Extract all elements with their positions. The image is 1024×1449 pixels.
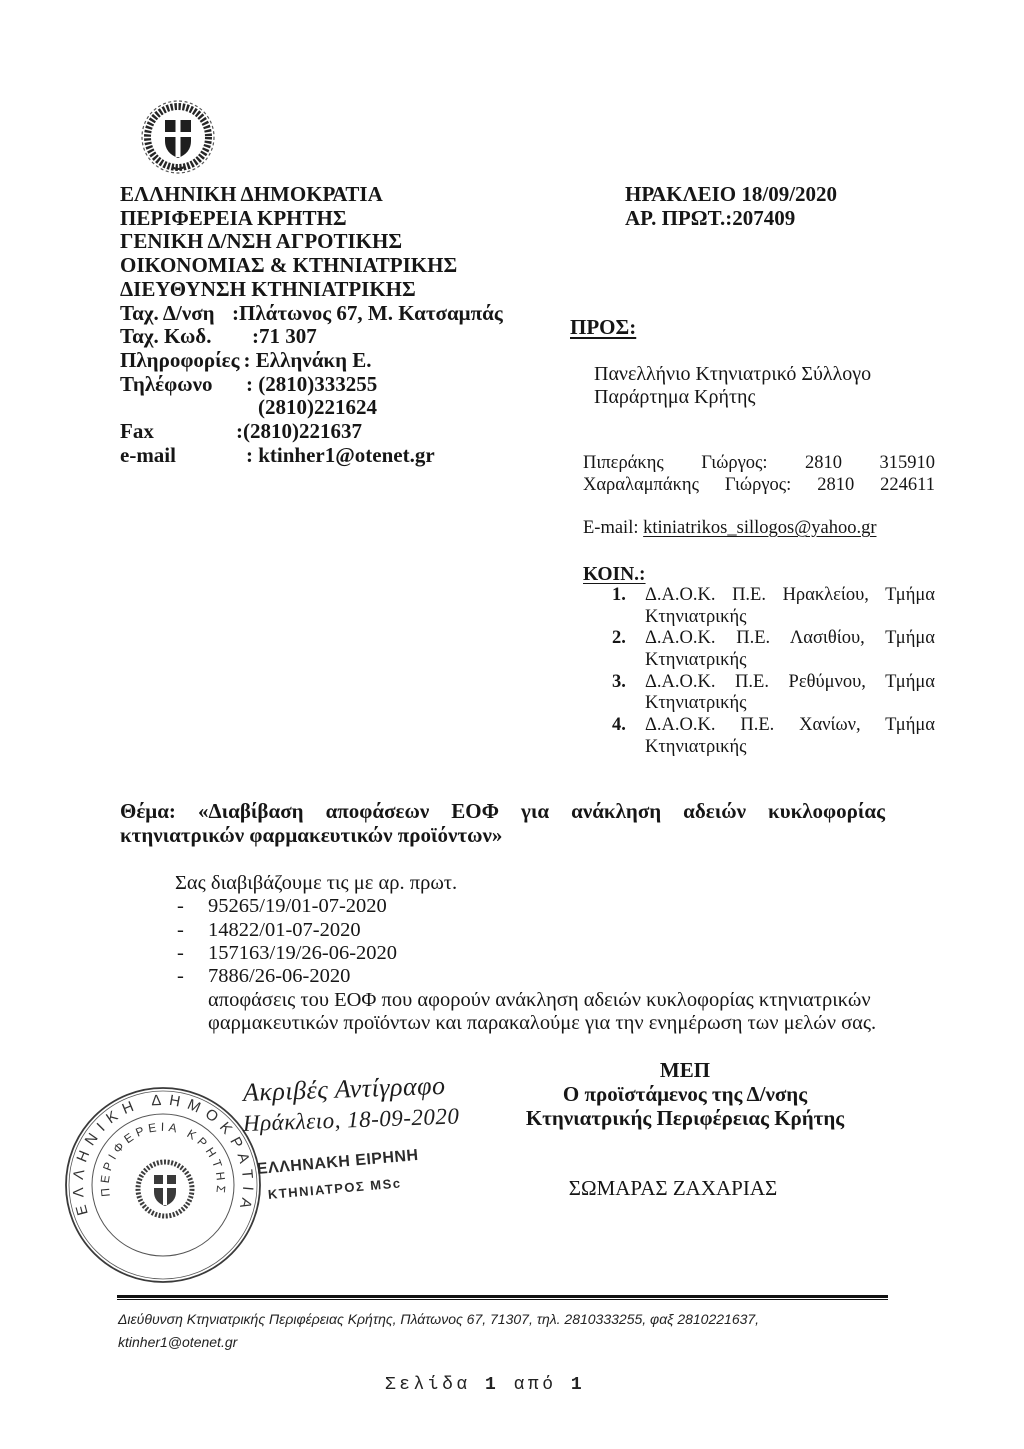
signature-title-block — [485, 1058, 885, 1130]
subject-block — [120, 799, 885, 847]
bullet-dash: - — [177, 918, 184, 941]
signature-abbr: ΜΕΠ — [659, 1058, 711, 1082]
recipient-block — [594, 363, 871, 409]
body-closing — [208, 989, 876, 1036]
bullet-dash: - — [177, 941, 184, 964]
cc-item-line: Δ.Α.Ο.Κ. Π.Ε. Λασιθίου, Τμήμα — [645, 628, 935, 649]
date-protocol-block — [625, 183, 837, 230]
recipient-contacts — [583, 452, 935, 496]
handwritten-certification: Ακριβές Αντίγραφο — [242, 1070, 446, 1107]
place-date: ΗΡΑΚΛΕΙΟ 18/09/2020 — [625, 182, 838, 206]
contact-label: Ταχ. Κωδ. — [120, 324, 212, 349]
cc-item — [612, 715, 942, 758]
page-current: 1 — [484, 1375, 500, 1395]
seal-outer-text: ΕΛΛΗΝΙΚΗ ΔΗΜΟΚΡΑΤΙΑ — [69, 1091, 257, 1218]
contact-label: Fax — [120, 419, 154, 444]
protocol-number: ΑΡ. ΠΡΩΤ.:207409 — [625, 205, 796, 230]
page-total: 1 — [570, 1375, 586, 1395]
page-indicator — [285, 1374, 685, 1396]
org-line-region: ΠΕΡΙΦΕΡΕΙΑ ΚΡΗΤΗΣ — [120, 205, 347, 230]
reference-item — [175, 965, 575, 988]
contact-value: :(2810)221637 — [236, 419, 362, 444]
contact-row-postcode — [120, 325, 503, 349]
official-seal — [57, 1079, 269, 1291]
cc-item-line: Δ.Α.Ο.Κ. Π.Ε. Ρεθύμνου, Τμήμα — [645, 671, 935, 692]
contact-value: : Ελληνάκη Ε. — [243, 347, 372, 372]
contact-row-fax — [120, 420, 503, 444]
contact-value: : (2810)333255 — [246, 371, 378, 396]
contact-row-address — [120, 302, 503, 326]
subject-label: Θέμα: — [120, 799, 176, 823]
contact-value: :Πλάτωνος 67, Μ. Κατσαμπάς — [232, 300, 503, 325]
contact-value: (2810)221624 — [258, 395, 377, 420]
footer-email: ktinher1@otenet.gr — [118, 1334, 238, 1350]
page-label: Σελίδα — [384, 1375, 471, 1395]
reference-item — [175, 919, 575, 942]
reference-number: 95265/19/01-07-2020 — [208, 895, 387, 918]
contact-label: Ταχ. Δ/νση — [120, 300, 215, 325]
cc-item — [612, 628, 942, 671]
contact-value: : ktinher1@otenet.gr — [246, 442, 435, 467]
title-stamp-line: ΚΤΗΝΙΑΤΡΟΣ MSc — [267, 1175, 403, 1202]
reference-list — [175, 895, 575, 988]
signature-title-line: Ο προϊστάμενος της Δ/νσης — [562, 1082, 808, 1106]
reference-item — [175, 942, 575, 965]
contact-row-email — [120, 444, 503, 468]
cc-item-line: Δ.Α.Ο.Κ. Π.Ε. Ηρακλείου, Τμήμα — [645, 585, 935, 605]
cc-item-line: Κτηνιατρικής — [645, 650, 747, 671]
subject-line — [120, 799, 885, 823]
subject-text: «Διαβίβαση αποφάσεων ΕΟΦ για ανάκληση αδειών κυκλοφορίας — [197, 799, 885, 823]
recipient-contact-line: Πιπεράκης Γιώργος: 2810 315910 — [583, 453, 935, 473]
signature-title-line: Κτηνιατρικής Περιφέρειας Κρήτης — [525, 1106, 845, 1130]
reference-number: 7886/26-06-2020 — [208, 965, 351, 988]
reference-item — [175, 895, 575, 918]
cc-item-number: 1. — [612, 585, 626, 605]
recipient-email: ktiniatrikos_sillogos@yahoo.gr — [643, 518, 877, 538]
subject-text-cont: κτηνιατρικών φαρμακευτικών προϊόντων» — [120, 823, 503, 847]
contact-label: Τηλέφωνο — [120, 371, 213, 396]
cc-item — [612, 672, 942, 715]
signatory-name: ΣΩΜΑΡΑΣ ΖΑΧΑΡΙΑΣ — [568, 1176, 778, 1200]
recipient-name: Πανελλήνιο Κτηνιατρικό Σύλλογο — [594, 363, 872, 385]
org-line-general-directorate: ΓΕΝΙΚΗ Δ/ΝΣΗ ΑΓΡΟΤΙΚΗΣ — [120, 229, 403, 254]
recipient-heading: ΠΡΟΣ: — [570, 315, 637, 339]
footer-address — [118, 1308, 759, 1354]
recipient-branch: Παράρτημα Κρήτης — [594, 386, 756, 408]
page-separator: από — [513, 1375, 557, 1395]
body-closing-line: αποφάσεις του ΕΟΦ που αφορούν ανάκληση αδειών κυκλοφορίας κτηνιατρικών — [208, 988, 871, 1011]
body-intro: Σας διαβιβάζουμε τις με αρ. πρωτ. — [175, 872, 458, 894]
cc-list — [612, 585, 942, 759]
recipient-contact-line: Χαραλαμπάκης Γιώργος: 2810 224611 — [583, 475, 935, 495]
contact-value: :71 307 — [252, 324, 317, 349]
handwritten-date: Ηράκλειο, 18-09-2020 — [242, 1103, 460, 1136]
bullet-dash: - — [177, 895, 184, 918]
contact-label: Πληροφορίες — [120, 347, 240, 372]
contact-row-phone — [120, 373, 503, 397]
footer-divider — [117, 1295, 888, 1300]
recipient-email-line — [583, 517, 876, 539]
name-stamp-line: ΕΛΛΗΝΑΚΗ ΕΙΡΗΝΗ — [256, 1146, 420, 1178]
org-line-general-directorate-cont: ΟΙΚΟΝΟΜΙΑΣ & ΚΤΗΝΙΑΤΡΙΚΗΣ — [120, 253, 458, 278]
seal-coat-of-arms-icon — [138, 1162, 192, 1216]
reference-number: 14822/01-07-2020 — [208, 918, 361, 941]
cc-heading: ΚΟΙΝ.: — [583, 564, 646, 585]
cc-item-line: Κτηνιατρικής — [645, 693, 747, 714]
recipient-email-label: E-mail: — [583, 518, 639, 538]
body-closing-line: φαρμακευτικών προϊόντων και παρακαλούμε για την ενημέρωση των μελών σας. — [208, 1011, 877, 1034]
cc-item-line: Κτηνιατρικής — [645, 736, 747, 757]
contact-row-phone-2 — [120, 396, 503, 420]
org-line-country: ΕΛΛΗΝΙΚΗ ΔΗΜΟΚΡΑΤΙΑ — [120, 182, 383, 206]
contact-row-info — [120, 349, 503, 373]
contact-label: e-mail — [120, 442, 176, 467]
seal-inner-text: ΠΕΡΙΦΕΡΕΙΑ ΚΡΗΤΗΣ — [97, 1119, 229, 1198]
cc-item-line: Κτηνιατρικής — [645, 606, 747, 627]
cc-item — [612, 585, 942, 628]
coat-of-arms-icon — [138, 97, 218, 177]
org-line-directorate: ΔΙΕΥΘΥΝΣΗ ΚΤΗΝΙΑΤΡΙΚΗΣ — [120, 276, 416, 301]
bullet-dash: - — [177, 965, 184, 988]
cc-item-line: Δ.Α.Ο.Κ. Π.Ε. Χανίων, Τμήμα — [645, 715, 935, 736]
footer-address-line: Διεύθυνση Κτηνιατρικής Περιφέρειας Κρήτης, Πλάτωνος 67, 71307, τηλ. 2810333255, φαξ 2810221637, — [118, 1311, 760, 1327]
cc-item-number: 4. — [612, 715, 626, 736]
cc-item-number: 2. — [612, 628, 626, 649]
reference-number: 157163/19/26-06-2020 — [208, 941, 398, 964]
sender-block — [120, 183, 503, 467]
cc-item-number: 3. — [612, 671, 626, 692]
